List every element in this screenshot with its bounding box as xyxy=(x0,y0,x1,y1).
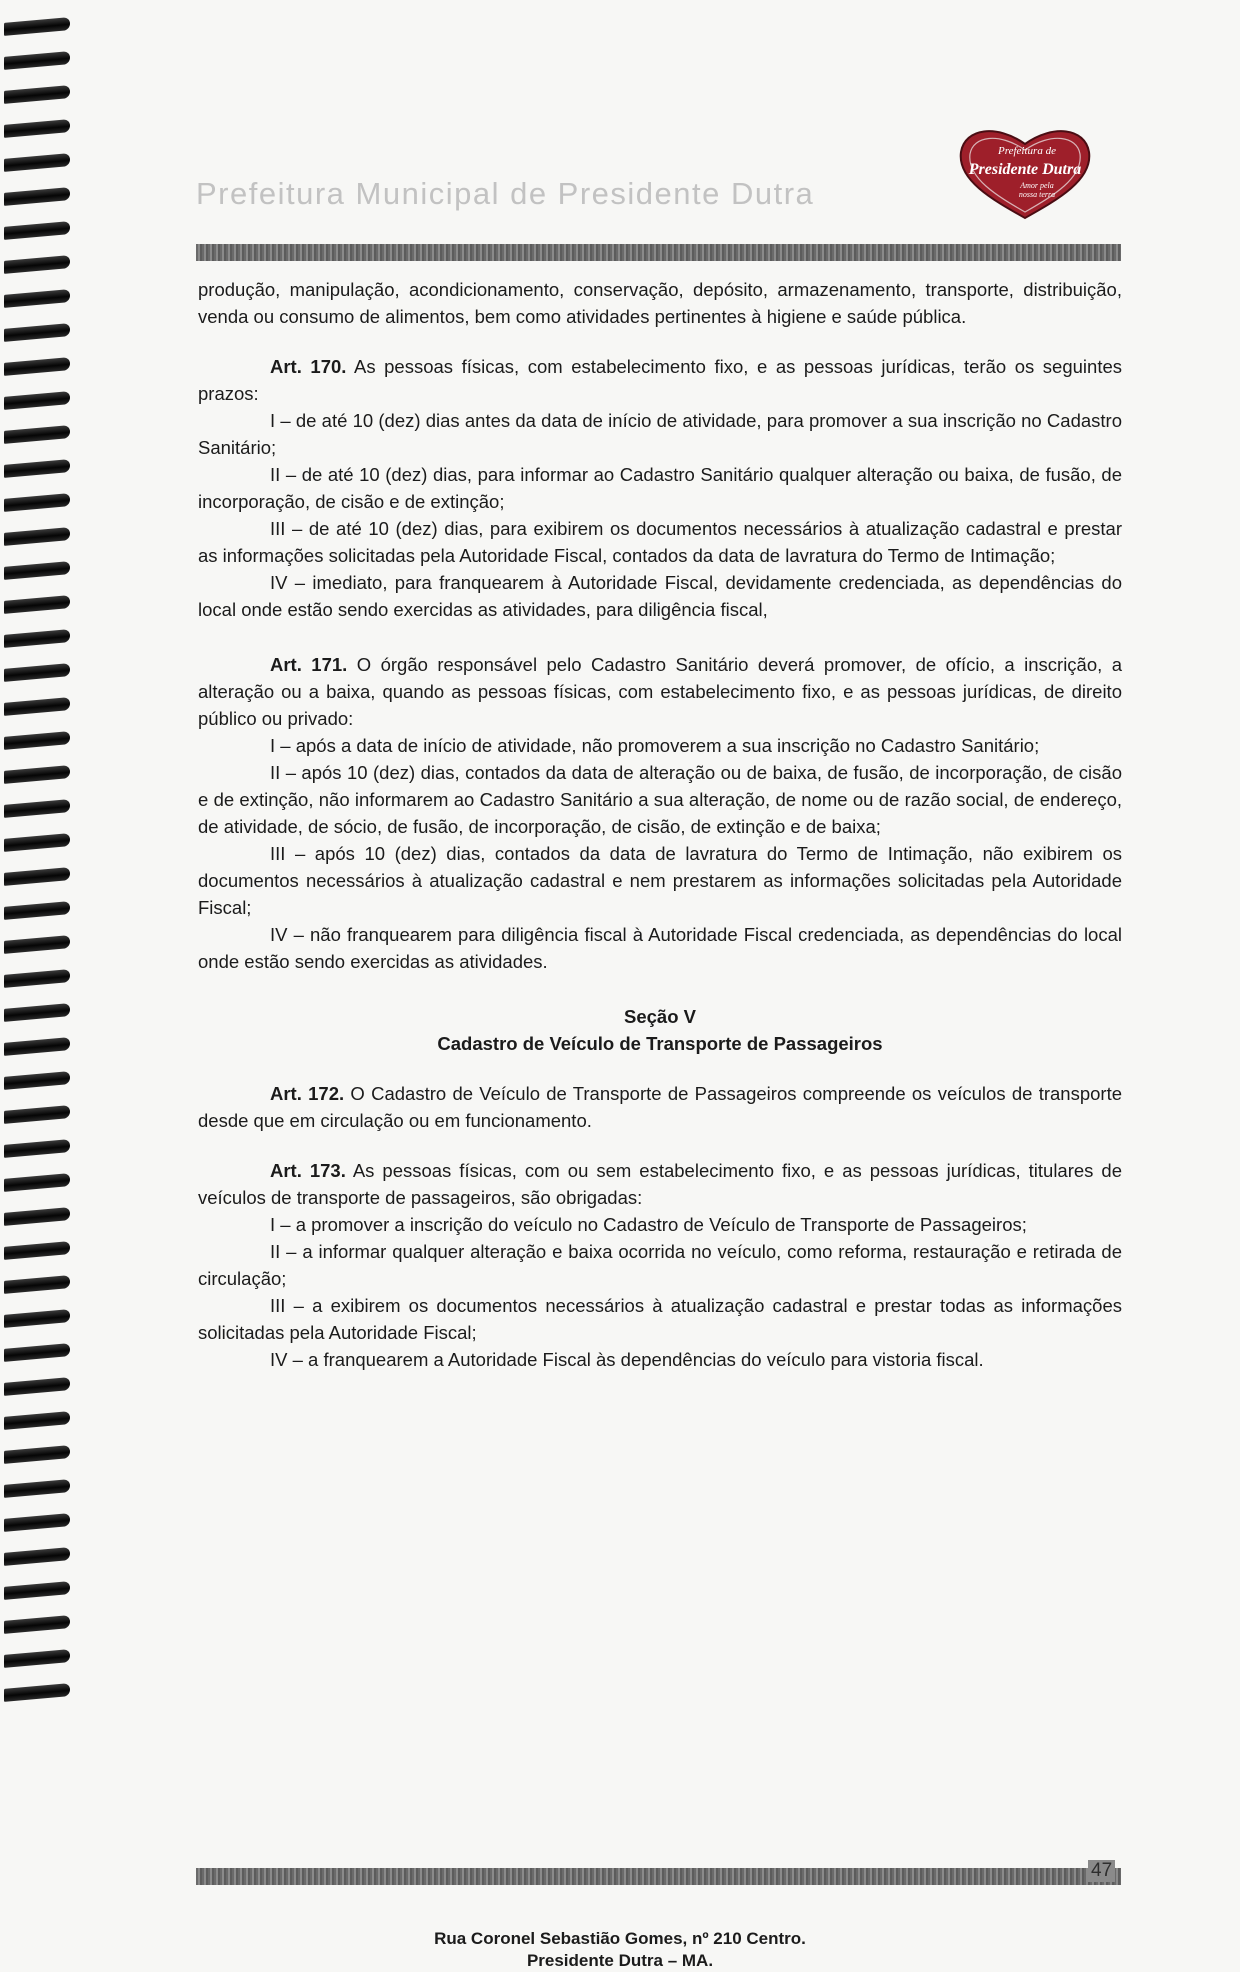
binding-ring xyxy=(4,1071,70,1090)
spiral-binding xyxy=(0,20,80,1740)
art-170-paragraph xyxy=(198,353,1122,407)
binding-ring xyxy=(4,1445,70,1464)
logo-text-line3: Amor pela xyxy=(1020,181,1054,190)
art-171-item-i: I – após a data de início de atividade, não promoverem a sua inscrição no Cadastro Sanitário; xyxy=(270,735,1040,756)
art-173-item-iii: III – a exibirem os documentos necessários à atualização cadastral e prestar todas as informações solicitadas pela Autoridade Fiscal; xyxy=(198,1295,1122,1343)
footer-divider xyxy=(196,1868,1121,1885)
art-170-item-i: I – de até 10 (dez) dias antes da data de início de atividade, para promover a sua inscrição no Cadastro Sanitário; xyxy=(198,410,1122,458)
document-body xyxy=(198,276,1122,1373)
art-173-item-iv: IV – a franquearem a Autoridade Fiscal às dependências do veículo para vistoria fiscal. xyxy=(270,1349,984,1370)
binding-ring xyxy=(4,799,70,818)
intro-paragraph: produção, manipulação, acondicionamento, conservação, depósito, armazenamento, transporte, distribuição, venda ou consumo de alimentos, bem como atividades pertinentes à higiene e saúde pública. xyxy=(198,279,1122,327)
binding-ring xyxy=(4,493,70,512)
binding-ring xyxy=(4,1105,70,1124)
binding-ring xyxy=(4,1003,70,1022)
binding-ring xyxy=(4,1343,70,1362)
binding-ring xyxy=(4,663,70,682)
binding-ring xyxy=(4,187,70,206)
art-170-label: Art. 170. xyxy=(270,356,347,377)
art-172-paragraph xyxy=(198,1080,1122,1134)
binding-ring xyxy=(4,867,70,886)
binding-ring xyxy=(4,833,70,852)
binding-ring xyxy=(4,51,70,70)
art-170-item-iii: III – de até 10 (dez) dias, para exibirem os documentos necessários à atualização cadastral e prestar as informações solicitadas pela Autoridade Fiscal, contados da data de lavratura do Termo de Intimação; xyxy=(198,518,1122,566)
binding-ring xyxy=(4,1581,70,1600)
art-173-label: Art. 173. xyxy=(270,1160,346,1181)
art-173-item-ii: II – a informar qualquer alteração e baixa ocorrida no veículo, como reforma, restauração e retirada de circulação; xyxy=(198,1241,1122,1289)
art-171-item-iv: IV – não franquearem para diligência fiscal à Autoridade Fiscal credenciada, as dependências do local onde estão sendo exercidas as atividades. xyxy=(198,924,1122,972)
footer-line-1: Rua Coronel Sebastião Gomes, nº 210 Centro. xyxy=(434,1929,806,1948)
binding-ring xyxy=(4,1683,70,1702)
binding-ring xyxy=(4,901,70,920)
section-title: Cadastro de Veículo de Transporte de Passageiros xyxy=(437,1033,883,1054)
binding-ring xyxy=(4,1411,70,1430)
header-title: Prefeitura Municipal de Presidente Dutra xyxy=(196,176,815,211)
binding-ring xyxy=(4,1513,70,1532)
logo-text-line4: nossa terra xyxy=(1018,190,1056,199)
art-170-text: As pessoas físicas, com estabelecimento fixo, e as pessoas jurídicas, terão os seguintes prazos: xyxy=(198,356,1122,404)
binding-ring xyxy=(4,391,70,410)
art-171-label: Art. 171. xyxy=(270,654,348,675)
binding-ring xyxy=(4,527,70,546)
binding-ring xyxy=(4,1615,70,1634)
binding-ring xyxy=(4,969,70,988)
binding-ring xyxy=(4,153,70,172)
art-173-item-i: I – a promover a inscrição do veículo no Cadastro de Veículo de Transporte de Passageiros; xyxy=(270,1214,1027,1235)
binding-ring xyxy=(4,1479,70,1498)
logo-text-line1: Prefeitura de xyxy=(998,145,1056,157)
art-172-text: O Cadastro de Veículo de Transporte de Passageiros compreende os veículos de transporte desde que em circulação ou em funcionamento. xyxy=(198,1083,1122,1131)
section-number: Seção V xyxy=(624,1006,696,1027)
binding-ring xyxy=(4,1037,70,1056)
art-173-paragraph xyxy=(198,1157,1122,1211)
header-divider xyxy=(196,244,1121,261)
municipality-logo-icon xyxy=(953,118,1097,224)
footer-line-2: Presidente Dutra – MA. xyxy=(526,1951,714,1970)
binding-ring xyxy=(4,1139,70,1158)
binding-ring xyxy=(4,561,70,580)
binding-ring xyxy=(4,289,70,308)
art-173-text: As pessoas físicas, com ou sem estabelecimento fixo, e as pessoas jurídicas, titulares de veículos de transporte de passageiros, são obrigadas: xyxy=(198,1160,1122,1208)
binding-ring xyxy=(4,935,70,954)
binding-ring xyxy=(4,595,70,614)
art-171-text: O órgão responsável pelo Cadastro Sanitário deverá promover, de ofício, a inscrição, a alteração ou a baixa, quando as pessoas físicas, com estabelecimento fixo, e as pessoas jurídicas, de direito público ou privado: xyxy=(198,654,1122,729)
art-172-label: Art. 172. xyxy=(270,1083,345,1104)
binding-ring xyxy=(4,459,70,478)
binding-ring xyxy=(4,1309,70,1328)
binding-ring xyxy=(4,357,70,376)
binding-ring xyxy=(4,1173,70,1192)
art-170-item-iv: IV – imediato, para franquearem à Autoridade Fiscal, devidamente credenciada, as dependências do local onde estão sendo exercidas as atividades, para diligência fiscal, xyxy=(198,572,1122,620)
art-171-paragraph xyxy=(198,651,1122,732)
binding-ring xyxy=(4,221,70,240)
binding-ring xyxy=(4,425,70,444)
binding-ring xyxy=(4,1275,70,1294)
page-number: 47 xyxy=(1088,1860,1115,1882)
binding-ring xyxy=(4,323,70,342)
binding-ring xyxy=(4,255,70,274)
art-171-item-iii: III – após 10 (dez) dias, contados da data de lavratura do Termo de Intimação, não exibirem os documentos necessários à atualização cadastral e nem prestarem as informações solicitadas pela Autoridade Fiscal; xyxy=(198,843,1122,918)
binding-ring xyxy=(4,629,70,648)
binding-ring xyxy=(4,1241,70,1260)
logo-text-line2: Presidente Dutra xyxy=(968,161,1082,178)
binding-ring xyxy=(4,1649,70,1668)
binding-ring xyxy=(4,697,70,716)
binding-ring xyxy=(4,731,70,750)
art-171-item-ii: II – após 10 (dez) dias, contados da data de alteração ou de baixa, de fusão, de incorporação, de cisão e de extinção, não informarem ao Cadastro Sanitário a sua alteração, de nome ou de razão social, de endereço, de atividade, de sócio, de fusão, de incorporação, de cisão, de extinção e de baixa; xyxy=(198,762,1122,837)
binding-ring xyxy=(4,1377,70,1396)
art-170-item-ii: II – de até 10 (dez) dias, para informar ao Cadastro Sanitário qualquer alteração ou baixa, de fusão, de incorporação, de cisão e de extinção; xyxy=(198,464,1122,512)
binding-ring xyxy=(4,17,70,36)
binding-ring xyxy=(4,119,70,138)
binding-ring xyxy=(4,765,70,784)
binding-ring xyxy=(4,85,70,104)
binding-ring xyxy=(4,1207,70,1226)
binding-ring xyxy=(4,1547,70,1566)
footer-address xyxy=(0,1928,1240,1972)
